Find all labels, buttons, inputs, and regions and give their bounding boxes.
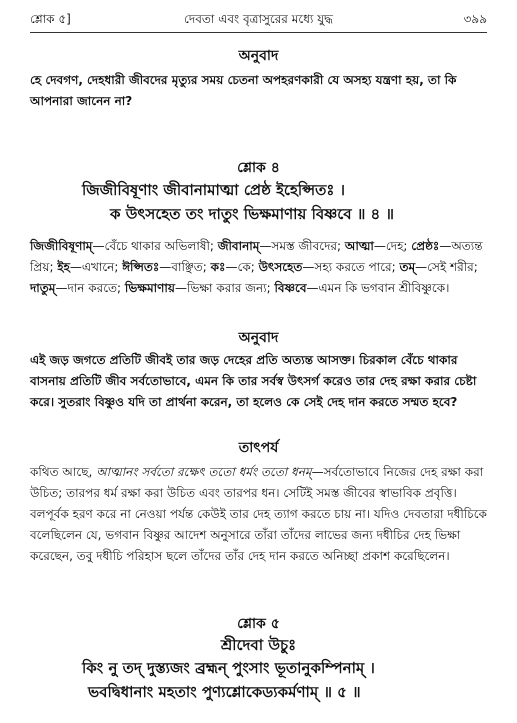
- purport-quote: আত্মানং সর্বতো রক্ষেৎ ততো ধর্মং ততো ধনম্: [96, 465, 312, 479]
- synonym-word: উৎসহেত: [258, 260, 303, 274]
- synonym-meaning: —সেই শরীর;: [415, 260, 478, 274]
- synonym-word: আত্মা: [344, 239, 374, 253]
- synonym-word: কঃ: [210, 260, 226, 274]
- synonym-word: জীবানাম্: [217, 239, 260, 253]
- synonym-meaning: —এমন কি ভগবান শ্রীবিষ্ণুকে।: [306, 281, 450, 295]
- synonym-meaning: —বাঞ্ছিত;: [159, 260, 211, 274]
- verse-4-line-2: ক উৎসহেত তং দাতুং ভিক্ষমাণায় বিষ্ণবে ॥ ৪ ॥: [110, 205, 394, 223]
- verse-5-speaker: শ্রীদেবা উচুঃ: [220, 636, 297, 654]
- synonym-meaning: —দান করতে;: [55, 281, 125, 295]
- word-for-word-synonyms: [30, 236, 487, 299]
- translation-heading-2: অনুবাদ: [238, 330, 279, 346]
- synonym-word: জিজীবিষূণাম্: [30, 239, 93, 253]
- synonym-meaning: —এখানে;: [69, 260, 123, 274]
- synonym-meaning: —সমস্ত জীবদের;: [259, 239, 345, 253]
- verse-4-line-1: জিজীবিষূণাং জীবানামাত্মা প্রেষ্ঠ ইহেপ্সিতঃ ।: [82, 181, 345, 199]
- synonym-meaning: —দেহ;: [373, 239, 412, 253]
- purport-text: [30, 462, 487, 567]
- verse-reference: শ্লোক ৫]: [30, 12, 71, 26]
- page-number: ৩৯৯: [463, 12, 487, 26]
- verse-5-heading: শ্লোক ৫: [237, 616, 280, 632]
- purport-intro: কথিত আছে,: [30, 465, 97, 479]
- synonym-meaning: —ভিক্ষা করার জন্য;: [174, 281, 275, 295]
- synonym-meaning: —কে;: [225, 260, 259, 274]
- verse-5-line-2: ভবদ্বিধানাং মহতাং পুণ্যশ্লোকেড্যকর্মণাম্ ॥ ৫ ॥: [88, 683, 361, 701]
- synonym-word: বিষ্ণবে: [274, 281, 307, 295]
- synonym-meaning: —সহ্য করতে পারে;: [302, 260, 400, 274]
- synonym-word: প্রেষ্ঠঃ: [411, 239, 440, 253]
- synonym-word: ইহ: [57, 260, 70, 274]
- translation-text: হে দেবগণ, দেহধারী জীবদের মৃত্যুর সময় চেতনা অপহরণকারী যে অসহ্য যন্ত্রণা হয়, তা কি আপনারা জানেন না?: [30, 73, 457, 108]
- verse-4-heading: শ্লোক ৪: [237, 160, 280, 176]
- header-rule: [30, 32, 487, 33]
- synonym-meaning: —বেঁচে থাকার অভিলাষী;: [92, 239, 218, 253]
- translation-text-2: এই জড় জগতে প্রতিটি জীবই তার জড় দেহের প্রতি অত্যন্ত আসক্ত। চিরকাল বেঁচে থাকার বাসনায় প্রতিটি জীব সর্বতোভাবে, এমন কি তার সর্বস্ব উৎসর্গ করেও তার দেহ রক্ষা করার চেষ্টা করে। সুতরাং বিষ্ণুও যদি তা প্রার্থনা করেন, তা হলেও কে সেই দেহ দান করতে সম্মত হবে?: [30, 353, 477, 409]
- synonym-word: ভিক্ষমাণায়: [124, 281, 175, 295]
- purport-body: —সর্বতোভাবে নিজের দেহ রক্ষা করা উচিত; তারপর ধর্ম রক্ষা করা উচিত এবং তারপর ধন। সেটিই সমস্ত জীবের স্বাভাবিক প্রবৃত্তি। বলপূর্বক হরণ করে না নেওয়া পর্যন্ত কেউই তার দেহ ত্যাগ করতে চায় না। যদিও দেবতারা দধীচিকে বলেছিলেন যে, ভগবান বিষ্ণুর আদেশ অনুসারে তাঁরা তাঁদের লাভের জন্য দধীচির দেহ ভিক্ষা করেছেন, তবু দধীচি পরিহাস ছলে তাঁদের তাঁর দেহ দান করতে অনিচ্ছা প্রকাশ করেছিলেন।: [30, 465, 487, 563]
- synonym-word: ঈপ্সিতঃ: [122, 260, 160, 274]
- synonym-meaning: —অত্যন্ত প্রিয়;: [30, 239, 483, 274]
- purport-heading: তাৎপর্য: [238, 440, 279, 456]
- translation-heading: অনুবাদ: [238, 48, 279, 64]
- running-header: [30, 10, 487, 32]
- synonym-word: তম্: [399, 260, 416, 274]
- synonym-word: দাতুম্: [30, 281, 56, 295]
- verse-5-line-1: কিং নু তদ্ দুস্ত্যজং ব্রহ্মন্ পুংসাং ভূতানুকম্পিনাম্ ।: [82, 659, 375, 677]
- chapter-title: দেবতা এবং বৃত্রাসুরের মধ্যে যুদ্ধ: [184, 12, 333, 26]
